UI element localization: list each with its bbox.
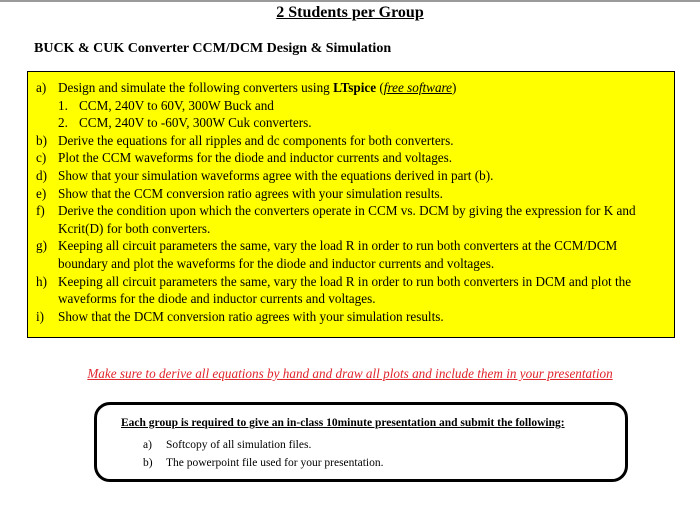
- task-label: a): [36, 80, 47, 95]
- task-text: Design and simulate the following converters using LTspice (free software): [58, 80, 457, 95]
- deliverable-item: [121, 436, 625, 454]
- deliverable-text: The powerpoint file used for your presentation.: [166, 457, 384, 469]
- task-label: b): [36, 132, 47, 148]
- task-item-i: [36, 308, 670, 326]
- task-item-g: [36, 237, 670, 272]
- page-title: 2 Students per Group: [276, 4, 424, 21]
- task-list-box: [27, 71, 675, 338]
- task-item-f: [36, 202, 670, 237]
- task-text: Keeping all circuit parameters the same, vary the load R in order to run both converters at the CCM/DCM boundary and plot the waveforms for the diode and inductor currents and voltages.: [58, 238, 618, 271]
- task-label: c): [36, 150, 47, 166]
- deliverable-label: b): [143, 457, 153, 469]
- task-label: i): [36, 308, 45, 324]
- task-text: Keeping all circuit parameters the same, vary the load R in order to run both converters in DCM and plot the waveforms for the diode and inductor currents and voltages.: [58, 273, 632, 307]
- task-label: e): [36, 185, 47, 201]
- presentation-note: Make sure to derive all equations by hand and draw all plots and include them in your presentation: [87, 366, 613, 381]
- deliverables-heading: Each group is required to give an in-class 10minute presentation and submit the following:: [121, 417, 565, 429]
- task-item-h: [36, 273, 670, 308]
- deliverable-text: Softcopy of all simulation files.: [166, 439, 312, 451]
- task-text: Show that your simulation waveforms agree with the equations derived in part (b).: [58, 167, 494, 183]
- task-text: Plot the CCM waveforms for the diode and inductor currents and voltages.: [58, 150, 453, 166]
- task-item-d: [36, 167, 670, 185]
- deliverables-box: [94, 402, 628, 482]
- task-label: d): [36, 167, 47, 183]
- free-software-link[interactable]: free software: [383, 80, 453, 95]
- task-text: Derive the condition upon which the converters operate in CCM vs. DCM by giving the expression for K and Kcrit(D) for both converters.: [58, 203, 636, 236]
- task-item-c: [36, 149, 670, 167]
- task-label: h): [36, 273, 47, 289]
- task-label: g): [36, 238, 47, 254]
- task-item-e: [36, 185, 670, 203]
- subtask-item: 2. CCM, 240V to -60V, 300W Cuk converters.: [58, 115, 312, 131]
- top-rule: [0, 0, 700, 2]
- deliverable-item: [121, 454, 625, 472]
- subtask-item: 1. CCM, 240V to 60V, 300W Buck and: [58, 97, 274, 113]
- task-item-b: [36, 132, 670, 150]
- task-text: Show that the DCM conversion ratio agrees with your simulation results.: [58, 308, 444, 324]
- task-item-a: [36, 79, 670, 97]
- assignment-subtitle: BUCK & CUK Converter CCM/DCM Design & Simulation: [34, 41, 392, 56]
- task-text: Show that the CCM conversion ratio agrees with your simulation results.: [58, 185, 443, 201]
- ltspice-name: LTspice: [333, 80, 377, 95]
- deliverable-label: a): [143, 439, 152, 451]
- task-label: f): [36, 203, 45, 219]
- task-text: Derive the equations for all ripples and dc components for both converters.: [58, 132, 454, 148]
